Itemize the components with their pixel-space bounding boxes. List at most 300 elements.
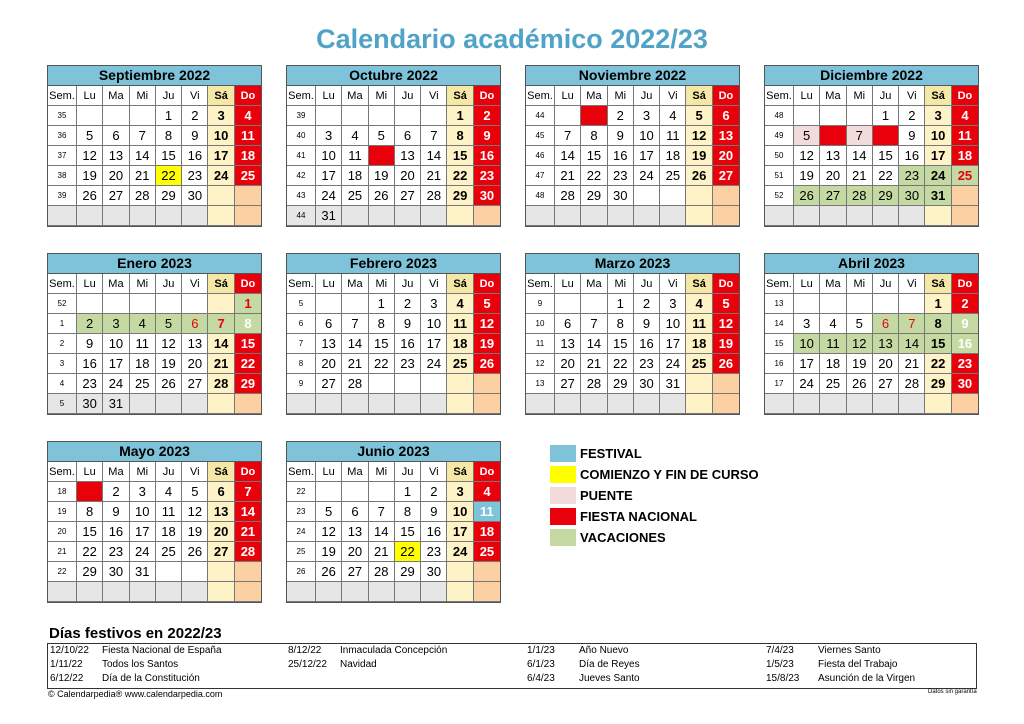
day-cell: 30 bbox=[77, 394, 103, 414]
day-cell: 24 bbox=[660, 354, 686, 374]
day-cell: 5 bbox=[713, 294, 739, 314]
weekday-header: Ma bbox=[342, 462, 368, 482]
day-cell: 1 bbox=[447, 106, 473, 126]
weekday-header: Vi bbox=[421, 462, 447, 482]
day-cell: 5 bbox=[794, 126, 820, 146]
weekday-header: Mi bbox=[608, 86, 634, 106]
day-cell: 11 bbox=[342, 146, 368, 166]
day-cell: 19 bbox=[316, 542, 342, 562]
day-cell: 4 bbox=[130, 314, 156, 334]
day-cell bbox=[182, 582, 208, 602]
day-cell bbox=[713, 186, 739, 206]
day-cell: 1 bbox=[235, 294, 261, 314]
day-cell: 4 bbox=[342, 126, 368, 146]
weekday-header: Sá bbox=[686, 86, 712, 106]
day-cell bbox=[447, 374, 473, 394]
weekday-header: Do bbox=[952, 86, 978, 106]
day-cell: 31 bbox=[925, 186, 951, 206]
legend-item bbox=[550, 443, 759, 464]
day-cell: 30 bbox=[103, 562, 129, 582]
day-cell: 4 bbox=[952, 106, 978, 126]
day-cell: 28 bbox=[130, 186, 156, 206]
day-cell: 2 bbox=[182, 106, 208, 126]
day-cell bbox=[103, 294, 129, 314]
day-cell: 3 bbox=[925, 106, 951, 126]
day-cell: 13 bbox=[713, 126, 739, 146]
day-cell: 21 bbox=[421, 166, 447, 186]
day-cell: 3 bbox=[447, 482, 473, 502]
day-cell: 22 bbox=[369, 354, 395, 374]
day-cell bbox=[555, 294, 581, 314]
day-cell: 27 bbox=[395, 186, 421, 206]
week-number: 7 bbox=[287, 334, 316, 354]
day-cell: 24 bbox=[103, 374, 129, 394]
day-cell bbox=[952, 206, 978, 226]
day-cell bbox=[474, 582, 500, 602]
holiday-row bbox=[288, 644, 447, 658]
week-number: 11 bbox=[526, 334, 555, 354]
holiday-row bbox=[766, 644, 915, 658]
day-cell: 3 bbox=[421, 294, 447, 314]
day-cell: 17 bbox=[103, 354, 129, 374]
day-cell: 21 bbox=[581, 354, 607, 374]
day-cell bbox=[474, 374, 500, 394]
day-cell bbox=[713, 374, 739, 394]
holiday-row bbox=[527, 672, 640, 686]
day-cell: 27 bbox=[103, 186, 129, 206]
day-cell: 7 bbox=[130, 126, 156, 146]
holiday-row bbox=[766, 658, 915, 672]
day-cell bbox=[686, 186, 712, 206]
day-cell: 2 bbox=[899, 106, 925, 126]
day-cell: 27 bbox=[555, 374, 581, 394]
day-cell: 31 bbox=[316, 206, 342, 226]
day-cell: 12 bbox=[156, 334, 182, 354]
day-cell: 24 bbox=[421, 354, 447, 374]
day-cell bbox=[421, 374, 447, 394]
day-cell bbox=[182, 206, 208, 226]
day-cell: 6 bbox=[873, 314, 899, 334]
day-cell: 27 bbox=[873, 374, 899, 394]
day-cell: 29 bbox=[581, 186, 607, 206]
day-cell: 10 bbox=[925, 126, 951, 146]
day-cell: 4 bbox=[235, 106, 261, 126]
day-cell: 24 bbox=[130, 542, 156, 562]
day-cell: 24 bbox=[925, 166, 951, 186]
day-cell: 12 bbox=[686, 126, 712, 146]
weekday-header: Do bbox=[713, 86, 739, 106]
weekday-header: Ju bbox=[395, 274, 421, 294]
day-cell: 26 bbox=[713, 354, 739, 374]
day-cell bbox=[474, 206, 500, 226]
day-cell: 19 bbox=[847, 354, 873, 374]
day-cell bbox=[130, 206, 156, 226]
day-cell: 25 bbox=[660, 166, 686, 186]
day-cell bbox=[447, 562, 473, 582]
holiday-row bbox=[50, 672, 222, 686]
week-number bbox=[48, 206, 77, 226]
weekday-header: Mi bbox=[608, 274, 634, 294]
day-cell: 10 bbox=[103, 334, 129, 354]
day-cell bbox=[103, 106, 129, 126]
disclaimer: Datos sin garantía bbox=[928, 689, 977, 695]
day-cell: 12 bbox=[369, 146, 395, 166]
week-number: 12 bbox=[526, 354, 555, 374]
month-title: Febrero 2023 bbox=[287, 254, 500, 274]
day-cell: 12 bbox=[847, 334, 873, 354]
day-cell: 29 bbox=[608, 374, 634, 394]
month-calendar bbox=[764, 65, 979, 227]
weekday-header: Sem. bbox=[287, 274, 316, 294]
day-cell: 29 bbox=[395, 562, 421, 582]
holiday-name: Todos los Santos bbox=[102, 659, 179, 670]
day-cell: 30 bbox=[899, 186, 925, 206]
day-cell: 25 bbox=[447, 354, 473, 374]
day-cell: 26 bbox=[182, 542, 208, 562]
day-cell: 3 bbox=[130, 482, 156, 502]
day-cell: 7 bbox=[235, 482, 261, 502]
day-cell bbox=[208, 582, 234, 602]
day-cell: 25 bbox=[474, 542, 500, 562]
month-calendar bbox=[47, 65, 262, 227]
day-cell bbox=[899, 294, 925, 314]
weekday-header: Ju bbox=[873, 274, 899, 294]
week-number: 26 bbox=[287, 562, 316, 582]
day-cell: 16 bbox=[634, 334, 660, 354]
week-number: 9 bbox=[526, 294, 555, 314]
day-cell: 14 bbox=[208, 334, 234, 354]
weekday-header: Mi bbox=[369, 462, 395, 482]
day-cell: 20 bbox=[555, 354, 581, 374]
day-cell: 26 bbox=[77, 186, 103, 206]
day-cell bbox=[77, 206, 103, 226]
day-cell: 8 bbox=[925, 314, 951, 334]
holiday-name: Viernes Santo bbox=[818, 645, 881, 656]
day-cell: 29 bbox=[447, 186, 473, 206]
holiday-name: Día de la Constitución bbox=[102, 673, 200, 684]
holiday-row bbox=[527, 658, 640, 672]
day-cell bbox=[794, 206, 820, 226]
day-cell: 17 bbox=[447, 522, 473, 542]
day-cell: 17 bbox=[316, 166, 342, 186]
holiday-row bbox=[527, 644, 640, 658]
weekday-header: Lu bbox=[77, 86, 103, 106]
day-cell: 18 bbox=[660, 146, 686, 166]
weekday-header: Ju bbox=[634, 274, 660, 294]
holiday-name: Fiesta Nacional de España bbox=[102, 645, 222, 656]
holiday-date: 6/4/23 bbox=[527, 673, 555, 684]
day-cell bbox=[342, 582, 368, 602]
day-cell: 12 bbox=[713, 314, 739, 334]
week-number: 5 bbox=[287, 294, 316, 314]
day-cell bbox=[342, 206, 368, 226]
day-cell: 7 bbox=[369, 502, 395, 522]
day-cell bbox=[342, 106, 368, 126]
weekday-header: Lu bbox=[316, 462, 342, 482]
day-cell: 22 bbox=[77, 542, 103, 562]
day-cell: 5 bbox=[847, 314, 873, 334]
day-cell bbox=[713, 206, 739, 226]
weekday-header: Sá bbox=[208, 462, 234, 482]
weekday-header: Ju bbox=[156, 462, 182, 482]
day-cell: 12 bbox=[77, 146, 103, 166]
day-cell: 18 bbox=[686, 334, 712, 354]
day-cell: 30 bbox=[634, 374, 660, 394]
day-cell: 29 bbox=[925, 374, 951, 394]
day-cell bbox=[395, 106, 421, 126]
day-cell: 23 bbox=[608, 166, 634, 186]
day-cell: 2 bbox=[421, 482, 447, 502]
holidays-table bbox=[47, 643, 977, 689]
day-cell: 26 bbox=[686, 166, 712, 186]
day-cell bbox=[316, 294, 342, 314]
footer-credit: © Calendarpedia® www.calendarpedia.com bbox=[48, 689, 223, 699]
day-cell: 16 bbox=[474, 146, 500, 166]
legend-swatch bbox=[550, 529, 576, 546]
day-cell: 7 bbox=[581, 314, 607, 334]
day-cell: 16 bbox=[77, 354, 103, 374]
day-cell: 14 bbox=[369, 522, 395, 542]
day-cell: 20 bbox=[316, 354, 342, 374]
week-number: 51 bbox=[765, 166, 794, 186]
holiday-row bbox=[50, 644, 222, 658]
day-cell: 28 bbox=[235, 542, 261, 562]
day-cell: 28 bbox=[899, 374, 925, 394]
day-cell bbox=[342, 294, 368, 314]
day-cell bbox=[316, 106, 342, 126]
day-cell: 27 bbox=[713, 166, 739, 186]
day-cell: 9 bbox=[608, 126, 634, 146]
day-cell: 17 bbox=[660, 334, 686, 354]
weekday-header: Sem. bbox=[287, 86, 316, 106]
day-cell bbox=[873, 206, 899, 226]
day-cell bbox=[634, 206, 660, 226]
day-cell bbox=[421, 394, 447, 414]
week-number: 21 bbox=[48, 542, 77, 562]
week-number: 14 bbox=[765, 314, 794, 334]
day-cell bbox=[608, 206, 634, 226]
day-cell: 16 bbox=[103, 522, 129, 542]
weekday-header: Vi bbox=[182, 86, 208, 106]
day-cell: 3 bbox=[208, 106, 234, 126]
holiday-date: 6/1/23 bbox=[527, 659, 555, 670]
day-cell: 12 bbox=[474, 314, 500, 334]
day-cell: 14 bbox=[421, 146, 447, 166]
day-cell bbox=[156, 294, 182, 314]
day-cell: 23 bbox=[77, 374, 103, 394]
legend-swatch bbox=[550, 445, 576, 462]
weekday-header: Do bbox=[474, 86, 500, 106]
weekday-header: Sá bbox=[447, 86, 473, 106]
day-cell: 18 bbox=[130, 354, 156, 374]
month-calendar bbox=[47, 441, 262, 603]
day-cell bbox=[235, 186, 261, 206]
day-cell bbox=[952, 394, 978, 414]
day-cell: 22 bbox=[235, 354, 261, 374]
day-cell bbox=[235, 582, 261, 602]
weekday-header: Do bbox=[474, 462, 500, 482]
day-cell: 29 bbox=[873, 186, 899, 206]
day-cell: 20 bbox=[182, 354, 208, 374]
day-cell: 16 bbox=[421, 522, 447, 542]
day-cell: 19 bbox=[713, 334, 739, 354]
day-cell: 13 bbox=[208, 502, 234, 522]
month-title: Mayo 2023 bbox=[48, 442, 261, 462]
weekday-header: Lu bbox=[316, 274, 342, 294]
holiday-date: 8/12/22 bbox=[288, 645, 322, 656]
holidays-title: Días festivos en 2022/23 bbox=[49, 625, 222, 642]
week-number: 42 bbox=[287, 166, 316, 186]
day-cell: 15 bbox=[581, 146, 607, 166]
weekday-header: Vi bbox=[182, 274, 208, 294]
week-number: 40 bbox=[287, 126, 316, 146]
day-cell: 6 bbox=[820, 126, 846, 146]
day-cell: 2 bbox=[77, 314, 103, 334]
day-cell: 25 bbox=[952, 166, 978, 186]
day-cell: 5 bbox=[369, 126, 395, 146]
day-cell: 9 bbox=[77, 334, 103, 354]
day-cell: 23 bbox=[395, 354, 421, 374]
week-number: 45 bbox=[526, 126, 555, 146]
week-number: 38 bbox=[48, 166, 77, 186]
week-number: 52 bbox=[48, 294, 77, 314]
day-cell: 17 bbox=[925, 146, 951, 166]
day-cell bbox=[130, 106, 156, 126]
legend-item bbox=[550, 506, 759, 527]
day-cell: 1 bbox=[395, 482, 421, 502]
day-cell: 8 bbox=[581, 126, 607, 146]
day-cell: 15 bbox=[77, 522, 103, 542]
day-cell: 5 bbox=[316, 502, 342, 522]
day-cell bbox=[873, 394, 899, 414]
weekday-header: Mi bbox=[369, 86, 395, 106]
day-cell: 11 bbox=[820, 334, 846, 354]
weekday-header: Do bbox=[952, 274, 978, 294]
day-cell: 22 bbox=[156, 166, 182, 186]
legend-item bbox=[550, 464, 759, 485]
day-cell: 15 bbox=[369, 334, 395, 354]
day-cell: 15 bbox=[608, 334, 634, 354]
weekday-header: Sem. bbox=[526, 86, 555, 106]
day-cell: 8 bbox=[156, 126, 182, 146]
day-cell bbox=[130, 394, 156, 414]
day-cell bbox=[634, 394, 660, 414]
month-title: Diciembre 2022 bbox=[765, 66, 978, 86]
legend-label: FESTIVAL bbox=[580, 446, 642, 461]
day-cell: 28 bbox=[421, 186, 447, 206]
day-cell: 4 bbox=[686, 294, 712, 314]
day-cell: 6 bbox=[208, 482, 234, 502]
day-cell: 19 bbox=[77, 166, 103, 186]
month-title: Marzo 2023 bbox=[526, 254, 739, 274]
day-cell: 19 bbox=[686, 146, 712, 166]
month-calendar bbox=[764, 253, 979, 415]
week-number: 13 bbox=[526, 374, 555, 394]
day-cell: 23 bbox=[474, 166, 500, 186]
day-cell bbox=[421, 106, 447, 126]
day-cell: 19 bbox=[369, 166, 395, 186]
weekday-header: Sem. bbox=[765, 86, 794, 106]
weekday-header: Do bbox=[235, 274, 261, 294]
day-cell: 17 bbox=[130, 522, 156, 542]
day-cell: 14 bbox=[899, 334, 925, 354]
day-cell: 21 bbox=[342, 354, 368, 374]
day-cell: 3 bbox=[634, 106, 660, 126]
day-cell bbox=[847, 294, 873, 314]
day-cell: 27 bbox=[182, 374, 208, 394]
day-cell: 16 bbox=[395, 334, 421, 354]
day-cell bbox=[634, 186, 660, 206]
day-cell bbox=[208, 294, 234, 314]
day-cell: 27 bbox=[342, 562, 368, 582]
day-cell bbox=[208, 562, 234, 582]
day-cell: 8 bbox=[873, 126, 899, 146]
day-cell: 25 bbox=[820, 374, 846, 394]
day-cell: 31 bbox=[130, 562, 156, 582]
weekday-header: Ma bbox=[581, 274, 607, 294]
day-cell: 1 bbox=[77, 482, 103, 502]
month-calendar bbox=[286, 253, 501, 415]
day-cell bbox=[395, 582, 421, 602]
month-calendar bbox=[286, 65, 501, 227]
weekday-header: Ju bbox=[156, 274, 182, 294]
week-number: 16 bbox=[765, 354, 794, 374]
day-cell: 20 bbox=[873, 354, 899, 374]
day-cell bbox=[873, 294, 899, 314]
day-cell: 6 bbox=[395, 126, 421, 146]
week-number: 2 bbox=[48, 334, 77, 354]
day-cell bbox=[182, 294, 208, 314]
week-number: 24 bbox=[287, 522, 316, 542]
day-cell: 26 bbox=[794, 186, 820, 206]
day-cell: 1 bbox=[925, 294, 951, 314]
day-cell: 30 bbox=[182, 186, 208, 206]
day-cell: 10 bbox=[208, 126, 234, 146]
day-cell: 11 bbox=[156, 502, 182, 522]
holiday-name: Año Nuevo bbox=[579, 645, 629, 656]
week-number: 4 bbox=[48, 374, 77, 394]
day-cell: 30 bbox=[421, 562, 447, 582]
weekday-header: Sá bbox=[447, 462, 473, 482]
week-number: 9 bbox=[287, 374, 316, 394]
day-cell bbox=[686, 394, 712, 414]
week-number: 46 bbox=[526, 146, 555, 166]
week-number: 17 bbox=[765, 374, 794, 394]
holiday-date: 1/5/23 bbox=[766, 659, 794, 670]
day-cell bbox=[847, 394, 873, 414]
day-cell: 11 bbox=[474, 502, 500, 522]
day-cell: 1 bbox=[156, 106, 182, 126]
week-number: 15 bbox=[765, 334, 794, 354]
day-cell: 9 bbox=[395, 314, 421, 334]
week-number: 22 bbox=[287, 482, 316, 502]
day-cell: 6 bbox=[342, 502, 368, 522]
holiday-date: 1/1/23 bbox=[527, 645, 555, 656]
weekday-header: Mi bbox=[130, 86, 156, 106]
week-number: 13 bbox=[765, 294, 794, 314]
legend-swatch bbox=[550, 487, 576, 504]
week-number: 52 bbox=[765, 186, 794, 206]
day-cell bbox=[156, 582, 182, 602]
day-cell bbox=[899, 206, 925, 226]
day-cell: 14 bbox=[130, 146, 156, 166]
day-cell: 26 bbox=[474, 354, 500, 374]
day-cell bbox=[952, 186, 978, 206]
day-cell: 22 bbox=[608, 354, 634, 374]
weekday-header: Sá bbox=[925, 86, 951, 106]
day-cell: 21 bbox=[899, 354, 925, 374]
day-cell: 4 bbox=[660, 106, 686, 126]
